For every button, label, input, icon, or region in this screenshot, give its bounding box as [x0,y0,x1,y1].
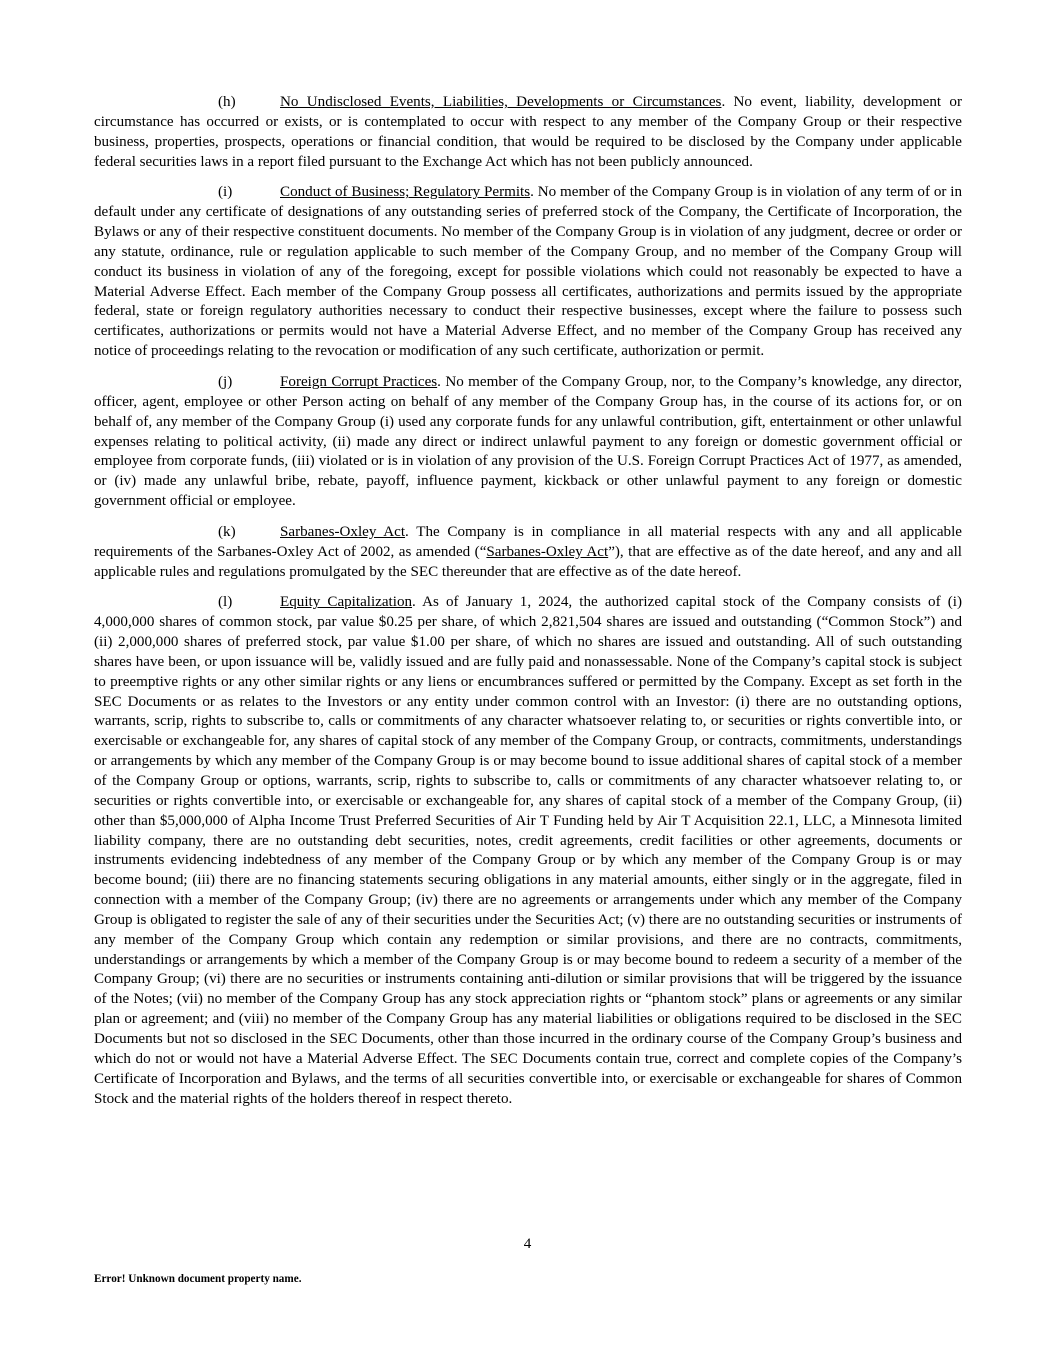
section-marker: (k) [218,523,236,540]
section-text: . The Company is in compliance in all material respects with any and all applicable requirements of the Sarbanes-Oxley Act of 2002, as amended (“ [94,523,962,560]
section-text: . No member of the Company Group is in violation of any term of or in default under any certificate of designations of any outstanding series of preferred stock of the Company, the Certificate of Incorporation, the Bylaws or any of their respective constituent documents. No member of the Company Group is in violation of any judgment, decree or order or any statute, ordinance, rule or regulation applicable to such member of the Company Group, and no member of the Company Group will conduct its business in violation of any of the foregoing, except for possible violations which could not reasonably be expected to have a Material Adverse Effect. Each member of the Company Group possess all certificates, authorizations and permits issued by the appropriate federal, state or foreign regulatory authorities necessary to conduct their respective businesses, except where the failure to possess such certificates, authorizations or permits would not have a Material Adverse Effect, and no member of the Company Group has received any notice of proceedings relating to the revocation or modification of any such certificate, authorization or permit. [94,184,962,360]
section-h [94,93,962,172]
section-text: . No member of the Company Group, nor, to the Company’s knowledge, any director, officer, agent, employee or other Person acting on behalf of any member of the Company Group has, in the course of its actions for, or on behalf of, any member of the Company Group (i) used any corporate funds for any unlawful contribution, gift, entertainment or other unlawful expenses relating to political activity, (ii) made any direct or indirect unlawful payment to any foreign or domestic government official or employee from corporate funds, (iii) violated or is in violation of any provision of the U.S. Foreign Corrupt Practices Act of 1977, as amended, or (iv) made any unlawful bribe, rebate, payoff, influence payment, kickback or other unlawful payment to any foreign or domestic government official or employee. [94,373,962,510]
section-marker: (i) [218,184,233,201]
section-j [94,373,962,512]
section-text: . No event, liability, development or circumstance has occurred or exists, or is contemplated to occur with respect to any member of the Company Group or their respective business, properties, prospects, operations or financial condition, that would be required to be disclosed by the Company under applicable federal securities laws in a report filed pursuant to the Exchange Act which has not been publicly announced. [94,94,962,170]
section-marker: (l) [218,594,233,611]
section-marker: (j) [218,373,233,390]
footer-note: Error! Unknown document property name. [94,1273,302,1285]
section-heading: Foreign Corrupt Practices [280,373,438,390]
defined-term: Sarbanes-Oxley Act [486,543,609,560]
section-heading: No Undisclosed Events, Liabilities, Developments or Circumstances [280,94,722,110]
section-marker: (h) [218,94,236,110]
section-k [94,523,962,583]
page-number: 4 [523,1236,532,1252]
section-heading: Equity Capitalization [280,594,413,611]
section-i [94,183,962,362]
document-body [94,93,962,1120]
section-l [94,593,962,1109]
section-text: . As of January 1, 2024, the authorized capital stock of the Company consists of (i) 4,000,000 shares of common stock, par value $0.25 per share, of which 2,821,504 shares are issued and outstanding (“Common Stock”) and (ii) 2,000,000 shares of preferred stock, par value $1.00 per share, of which no shares are issued and outstanding. All of such outstanding shares have been, or upon issuance will be, validly issued and are fully paid and nonassessable. None of the Company’s capital stock is subject to preemptive rights or any other similar rights or any liens or encumbrances suffered or permitted by the Company. Except as set forth in the SEC Documents or as relates to the Investors or any entity under common control with an Investor: (i) there are no outstanding options, warrants, scrip, rights to subscribe to, calls or commitments of any character whatsoever relating to, or securities or rights convertible into, or exercisable or exchangeable for, any shares of capital stock of any member of the Company Group, or contracts, commitments, understandings or arrangements by which any member of the Company Group is or may become bound to issue additional shares of capital stock of a member of the Company Group or options, warrants, scrip, rights to subscribe to, calls or commitments of any character whatsoever relating to, or securities or rights convertible into, or exercisable or exchangeable for, any shares of capital stock of a member of the Company Group, (ii) other than $5,000,000 of Alpha Income Trust Preferred Securities of Air T Funding held by Air T Acquisition 22.1, LLC, a Minnesota limited liability company, there are no outstanding debt securities, notes, credit agreements, credit facilities or other agreements, documents or instruments evidencing indebtedness of any member of the Company Group or by which any member of the Company Group is or may become bound; (iii) there are no financing statements securing obligations in any material amounts, either singly or in the aggregate, filed in connection with a member of the Company Group; (iv) there are no agreements or arrangements under which any member of the Company Group is obligated to register the sale of any of their securities under the Securities Act; (v) there are no outstanding securities or instruments of any member of the Company Group which contain any redemption or similar provisions, and there are no contracts, commitments, understandings or arrangements by which a member of the Company Group is or may become bound to redeem a security of a member of the Company Group; (vi) there are no securities or instruments containing anti-dilution or similar provisions that will be triggered by the issuance of the Notes; (vii) no member of the Company Group has any stock appreciation rights or “phantom stock” plans or agreements or any similar plan or agreement; and (viii) no member of the Company Group has any material liabilities or obligations required to be disclosed in the SEC Documents but not so disclosed in the SEC Documents, other than those incurred in the ordinary course of the Company Group’s business and which do not or would not have a Material Adverse Effect. The SEC Documents contain true, correct and complete copies of the Company’s Certificate of Incorporation and Bylaws, and the terms of all securities convertible into, or exercisable or exchangeable for shares of Common Stock and the material rights of the holders thereof in respect thereto. [94,594,962,1107]
section-text-after: ”), that are effective as of the date hereof, and any and all applicable rules and regulations promulgated by the SEC thereunder that are effective as of the date hereof. [94,543,962,580]
section-heading: Sarbanes-Oxley Act [280,523,406,540]
section-heading: Conduct of Business; Regulatory Permits [280,184,531,201]
